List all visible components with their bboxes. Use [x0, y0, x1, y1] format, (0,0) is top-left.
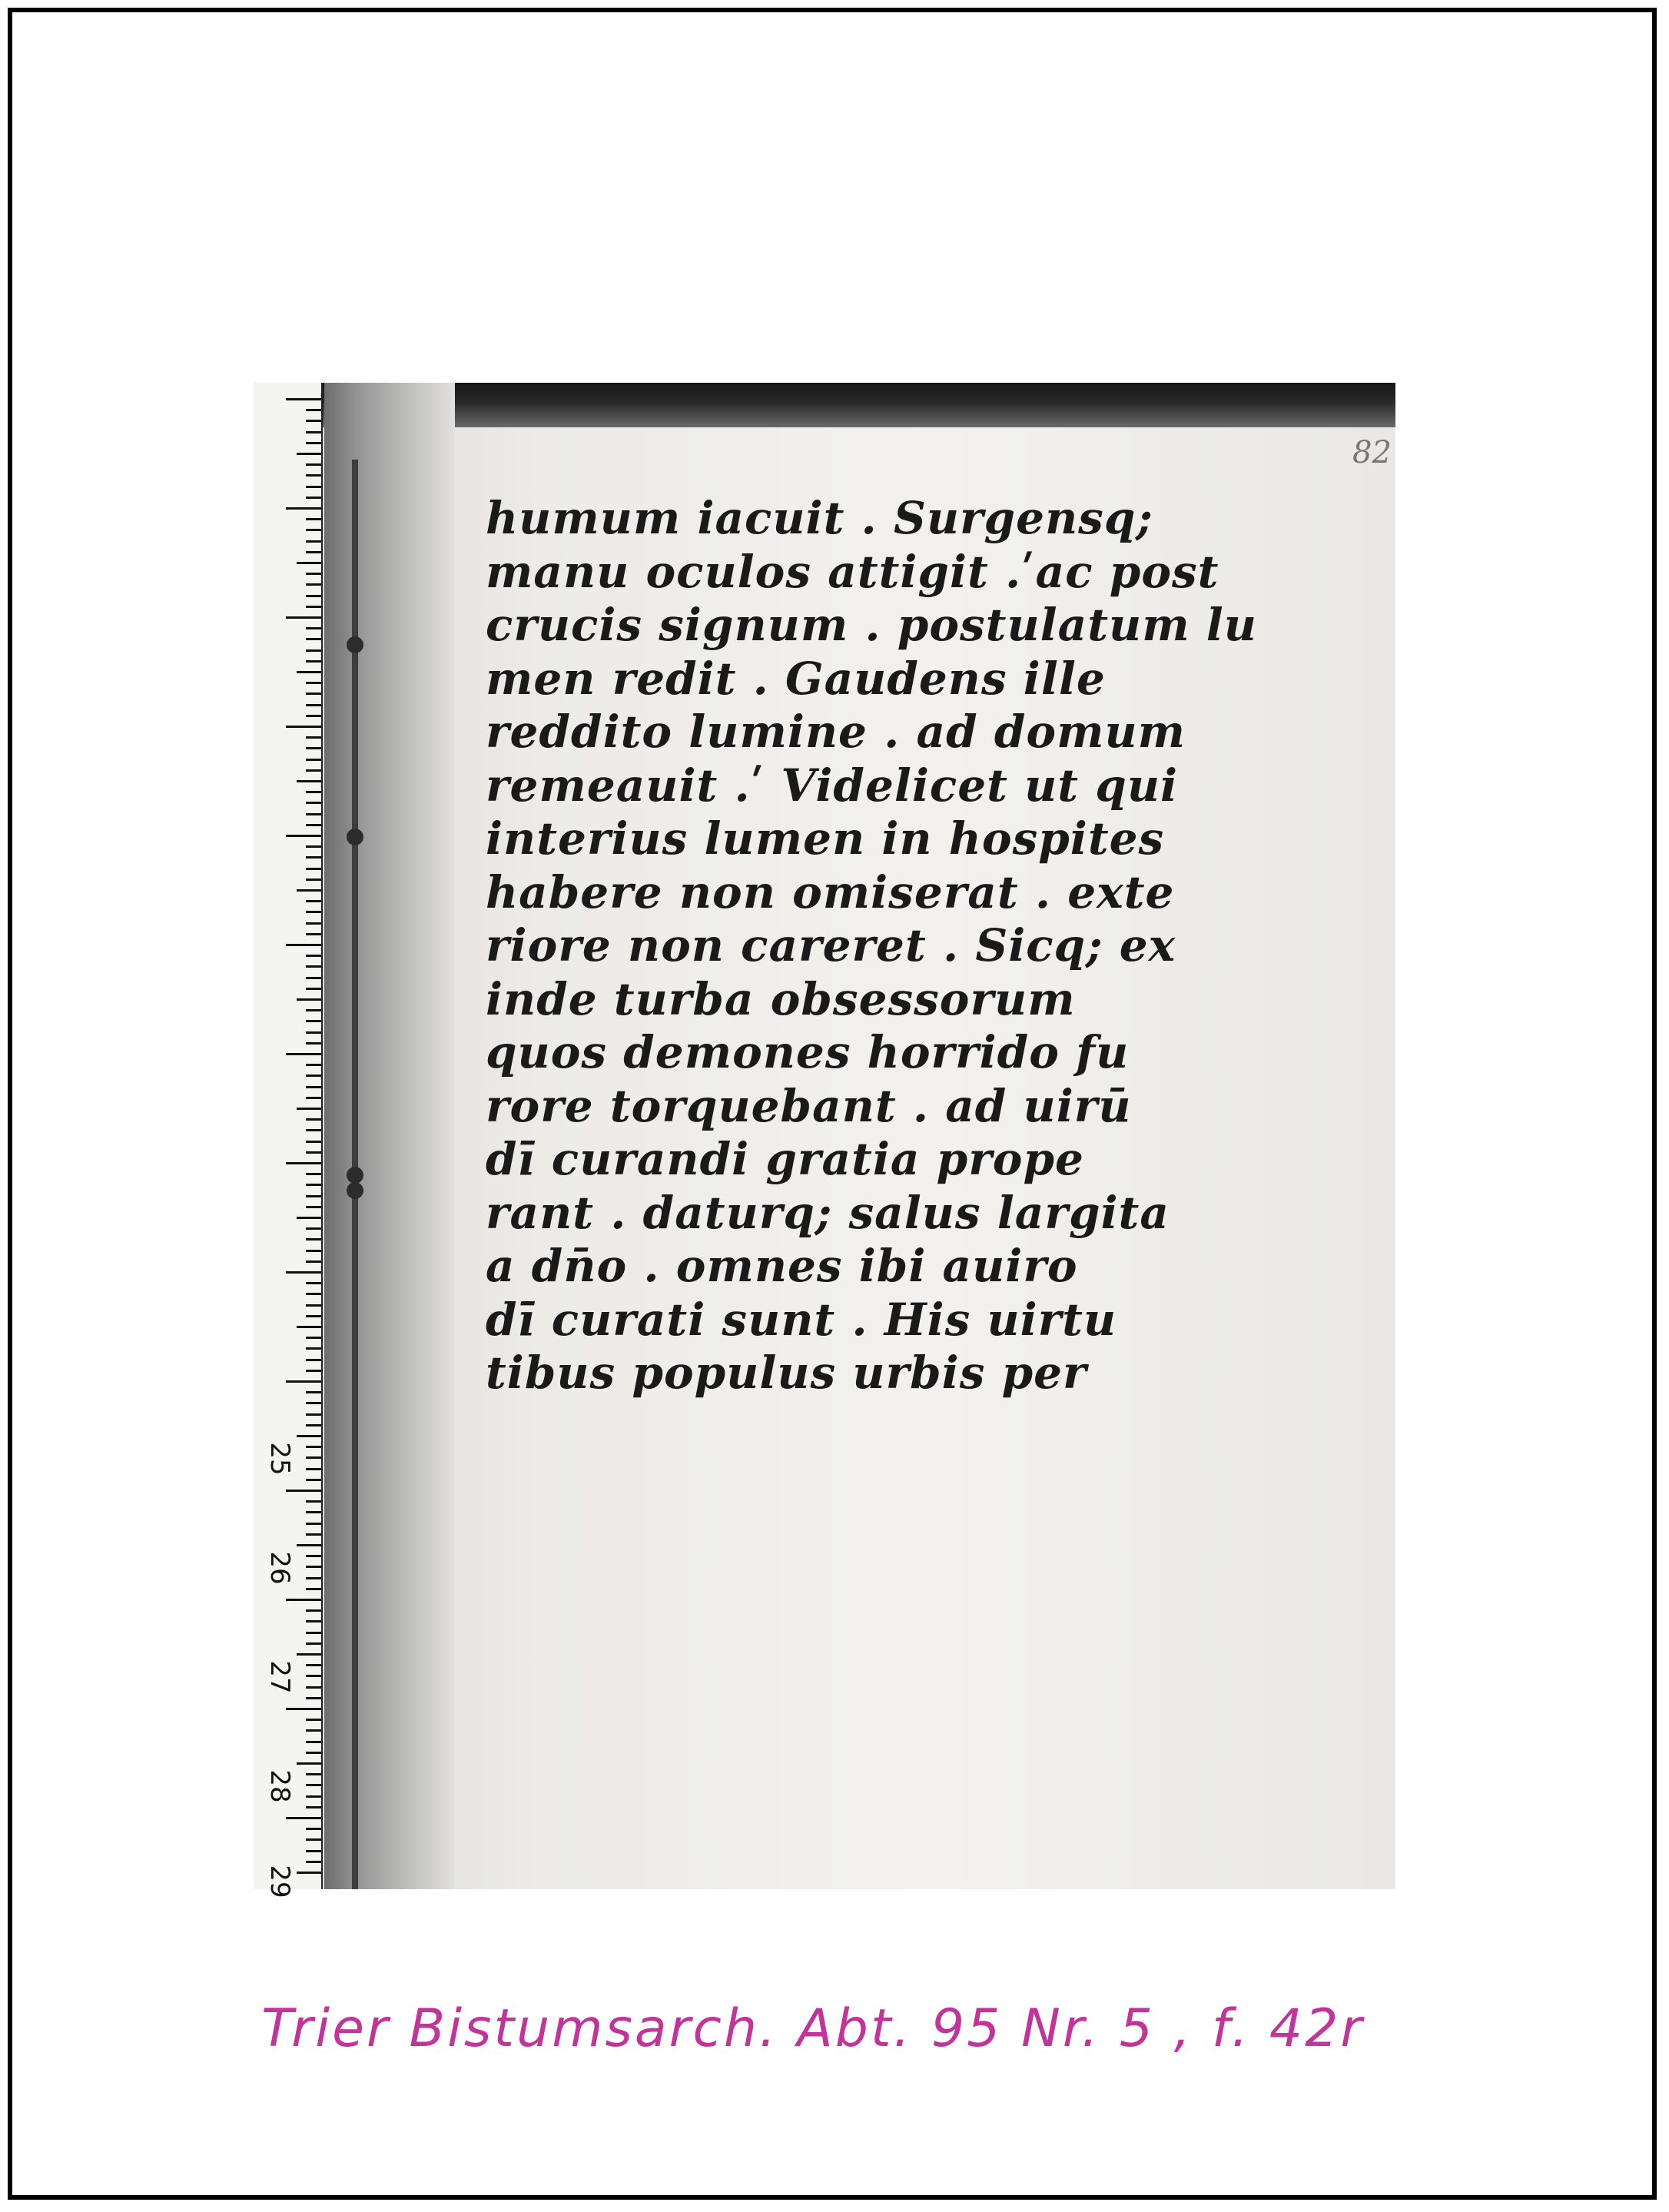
ruler-tick	[286, 1053, 321, 1055]
ruler-tick	[306, 583, 321, 586]
ruler-tick	[306, 988, 321, 990]
ruler-tick	[306, 660, 321, 663]
ruler-tick	[306, 1074, 321, 1077]
ruler-tick	[306, 704, 321, 706]
ruler-tick	[286, 835, 321, 837]
ruler-tick	[306, 933, 321, 935]
manuscript-line: quos demones horrido fu	[486, 1026, 1130, 1078]
manuscript-line: inde turba obsessorum	[486, 972, 1076, 1025]
ruler-tick	[306, 1773, 321, 1775]
ruler-tick	[306, 1664, 321, 1666]
ruler-tick	[306, 856, 321, 859]
ruler-tick	[306, 1697, 321, 1699]
manuscript-line: tibus populus urbis per	[486, 1347, 1087, 1399]
ruler-tick	[306, 1795, 321, 1798]
ruler-tick	[306, 1500, 321, 1503]
ruler-tick	[306, 1118, 321, 1121]
ruler-tick	[306, 813, 321, 815]
ruler-tick	[306, 1456, 321, 1459]
ruler-tick	[286, 398, 321, 400]
ruler-tick	[306, 868, 321, 870]
ruler-tick	[306, 638, 321, 640]
ruler-tick	[297, 453, 321, 455]
ruler-tick	[306, 1566, 321, 1568]
ruler-tick	[306, 977, 321, 979]
ruler-tick	[306, 715, 321, 717]
ruler-tick	[306, 1282, 321, 1284]
ruler-tick	[297, 998, 321, 1001]
manuscript-line: remeauit .ʹ Videlicet ut qui	[486, 759, 1179, 812]
folio-number: 82	[1352, 435, 1392, 470]
ruler-tick	[297, 1435, 321, 1437]
ruler-tick	[306, 824, 321, 826]
ruler-tick	[286, 1271, 321, 1274]
ruler-tick	[306, 540, 321, 543]
ruler-tick	[306, 1686, 321, 1689]
ruler-tick	[306, 736, 321, 739]
ruler-tick	[306, 1009, 321, 1011]
ruler-tick	[306, 1413, 321, 1416]
ruler-tick	[306, 1784, 321, 1786]
ruler-number: 27	[264, 1660, 295, 1694]
ruler-tick	[306, 1838, 321, 1841]
ruler-tick	[306, 1555, 321, 1557]
ruler-tick	[306, 1227, 321, 1230]
ruler-tick	[286, 944, 321, 946]
ruler-tick	[306, 649, 321, 652]
ruler-number: 26	[264, 1551, 295, 1585]
ruler-tick	[306, 1064, 321, 1066]
ruler-tick	[306, 1729, 321, 1732]
ruler-tick	[286, 726, 321, 728]
ruler-tick	[306, 1031, 321, 1034]
manuscript-line: interius lumen in hospites	[486, 812, 1165, 865]
ruler-tick	[306, 1238, 321, 1241]
ruler-tick	[306, 1675, 321, 1677]
ruler-tick	[306, 1391, 321, 1393]
manuscript-line: dī curati sunt . His uirtu	[486, 1293, 1117, 1346]
manuscript-line: dī curandi gratia prope	[486, 1133, 1084, 1185]
ruler-tick	[297, 671, 321, 673]
ruler-tick	[306, 878, 321, 881]
ruler-tick	[297, 889, 321, 892]
ruler-tick	[306, 802, 321, 804]
ruler-tick	[306, 922, 321, 925]
ruler-tick	[306, 791, 321, 793]
ruler-tick	[306, 1741, 321, 1743]
ruler-tick	[306, 1042, 321, 1045]
manuscript-line: crucis signum . postulatum lu	[486, 599, 1257, 651]
binding-knot	[347, 1182, 363, 1199]
ruler-tick	[306, 1620, 321, 1622]
ruler-tick	[306, 1260, 321, 1263]
ruler-tick	[306, 1250, 321, 1252]
ruler-tick	[297, 1872, 321, 1874]
ruler-tick	[286, 1380, 321, 1383]
ruler-tick	[306, 955, 321, 957]
ruler-tick	[306, 1293, 321, 1295]
ruler-tick	[297, 1653, 321, 1656]
ruler-tick	[306, 1141, 321, 1143]
ruler-tick	[306, 573, 321, 575]
ruler-tick	[306, 474, 321, 477]
ruler-tick	[306, 1304, 321, 1307]
manuscript-line: rore torquebant . ad uirū	[486, 1079, 1132, 1132]
ruler-tick	[306, 692, 321, 695]
ruler-tick	[286, 616, 321, 619]
ruler-tick	[306, 518, 321, 520]
ruler-tick	[306, 1468, 321, 1470]
manuscript-line: reddito lumine . ad domum	[486, 706, 1186, 758]
ruler-number: 25	[264, 1442, 295, 1476]
manuscript-line: rant . daturq; salus largita	[486, 1186, 1170, 1239]
ruler-tick	[306, 1609, 321, 1612]
ruler-tick	[306, 1479, 321, 1481]
ruler-tick	[306, 769, 321, 772]
manuscript-line: riore non careret . Sicq; ex	[486, 919, 1176, 971]
ruler-tick	[286, 1162, 321, 1164]
ruler-tick	[306, 1632, 321, 1634]
binding-knot	[347, 636, 363, 653]
ruler-tick	[286, 1599, 321, 1601]
ruler-tick	[297, 780, 321, 782]
ruler-tick	[306, 1861, 321, 1863]
ruler-tick	[306, 965, 321, 968]
ruler-tick	[306, 1184, 321, 1186]
ruler-tick	[306, 1828, 321, 1830]
ruler-tick	[306, 431, 321, 433]
ruler-tick	[286, 507, 321, 510]
ruler-number: 29	[264, 1865, 295, 1898]
ruler-tick	[306, 1195, 321, 1197]
handwritten-shelfmark: Trier Bistumsarch. Abt. 95 Nr. 5 , f. 42r	[261, 1998, 1365, 2059]
ruler-tick	[306, 606, 321, 608]
ruler-tick	[306, 551, 321, 553]
measurement-ruler	[254, 383, 323, 1898]
binding-knot	[347, 829, 363, 845]
ruler-tick	[306, 1806, 321, 1808]
ruler-tick	[306, 1206, 321, 1208]
ruler-tick	[306, 1642, 321, 1645]
manuscript-line: habere non omiserat . exte	[486, 865, 1175, 918]
ruler-tick	[286, 1708, 321, 1710]
manuscript-line: a dn̄o . omnes ibi auiro	[486, 1240, 1078, 1292]
ruler-tick	[306, 1173, 321, 1175]
ruler-tick	[306, 1752, 321, 1754]
ruler-tick	[306, 1347, 321, 1350]
ruler-tick	[306, 682, 321, 684]
ruler-tick	[306, 1424, 321, 1427]
ruler-tick	[297, 1762, 321, 1765]
ruler-tick	[306, 1315, 321, 1317]
ruler-tick	[306, 420, 321, 422]
ruler-tick	[306, 1337, 321, 1339]
ruler-tick	[306, 1086, 321, 1088]
ruler-tick	[306, 1097, 321, 1099]
ruler-tick	[306, 1446, 321, 1448]
ruler-tick	[306, 1533, 321, 1536]
ruler-tick	[306, 1588, 321, 1590]
ruler-tick	[306, 1020, 321, 1022]
ruler-number: 28	[264, 1769, 295, 1803]
ruler-tick	[306, 1523, 321, 1525]
manuscript-text	[486, 492, 1362, 1400]
ruler-tick	[297, 562, 321, 564]
ruler-tick	[306, 486, 321, 488]
ruler-tick	[306, 845, 321, 848]
ruler-tick	[306, 497, 321, 499]
ruler-tick	[306, 1719, 321, 1721]
ruler-tick	[297, 1217, 321, 1219]
ruler-tick	[286, 1817, 321, 1819]
ruler-tick	[306, 1359, 321, 1361]
ruler-tick	[306, 442, 321, 444]
ruler-tick	[306, 627, 321, 629]
ruler-tick	[297, 1544, 321, 1546]
ruler-tick	[306, 463, 321, 466]
ruler-tick	[306, 900, 321, 902]
ruler-tick	[306, 1402, 321, 1404]
manuscript-line: men redit . Gaudens ille	[486, 652, 1106, 705]
ruler-tick	[306, 747, 321, 749]
manuscript-line: manu oculos attigit .ʹac post	[486, 545, 1219, 598]
ruler-tick	[297, 1108, 321, 1110]
ruler-tick	[306, 529, 321, 531]
ruler-tick	[306, 1577, 321, 1579]
ruler-tick	[306, 595, 321, 597]
ruler-tick	[306, 1151, 321, 1154]
ruler-tick	[306, 759, 321, 761]
ruler-tick	[286, 1490, 321, 1492]
ruler-tick	[306, 1129, 321, 1131]
ruler-tick	[306, 911, 321, 913]
ruler-tick	[306, 1850, 321, 1852]
ruler-tick	[306, 1370, 321, 1372]
ruler-tick	[297, 1326, 321, 1328]
binding-gutter	[324, 383, 455, 1889]
ruler-tick	[306, 409, 321, 411]
ruler-tick	[306, 1511, 321, 1513]
manuscript-line: humum iacuit . Surgensq;	[486, 492, 1153, 544]
binding-knot	[347, 1167, 363, 1184]
